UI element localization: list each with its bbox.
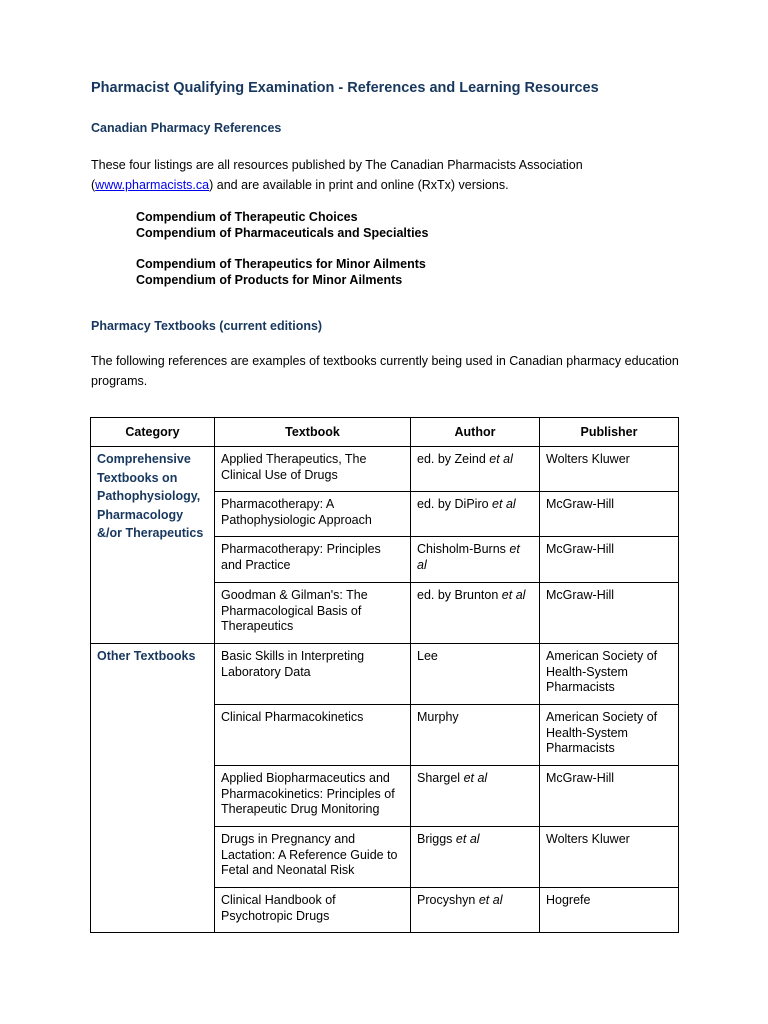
publisher-cell: American Society of Health-System Pharmacists [540, 705, 679, 766]
publisher-cell: McGraw-Hill [540, 583, 679, 644]
textbook-cell: Drugs in Pregnancy and Lactation: A Reference Guide to Fetal and Neonatal Risk [215, 827, 411, 888]
textbook-cell: Goodman & Gilman's: The Pharmacological Basis of Therapeutics [215, 583, 411, 644]
header-category: Category [91, 418, 215, 447]
publisher-cell: McGraw-Hill [540, 766, 679, 827]
pharmacists-link[interactable]: www.pharmacists.ca [95, 178, 210, 192]
reference-item: Compendium of Therapeutic Choices [136, 210, 358, 224]
publisher-cell: Wolters Kluwer [540, 827, 679, 888]
intro-paragraph [91, 155, 691, 195]
intro-text-after: ) and are available in print and online (RxTx) versions. [209, 178, 509, 192]
author-cell: ed. by DiPiro et al [411, 492, 540, 537]
textbook-cell: Pharmacotherapy: A Pathophysiologic Approach [215, 492, 411, 537]
textbook-cell: Basic Skills in Interpreting Laboratory Data [215, 644, 411, 705]
textbook-cell: Applied Biopharmaceutics and Pharmacokinetics: Principles of Therapeutic Drug Monitoring [215, 766, 411, 827]
textbook-cell: Clinical Pharmacokinetics [215, 705, 411, 766]
author-cell: Shargel et al [411, 766, 540, 827]
reference-item: Compendium of Products for Minor Ailments [136, 273, 403, 287]
textbook-cell: Applied Therapeutics, The Clinical Use of Drugs [215, 447, 411, 492]
publisher-cell: McGraw-Hill [540, 537, 679, 583]
textbooks-table [90, 417, 679, 933]
reference-item: Compendium of Therapeutics for Minor Ailments [136, 257, 426, 271]
publisher-cell: McGraw-Hill [540, 492, 679, 537]
author-cell: Chisholm-Burns et al [411, 537, 540, 583]
textbook-cell: Pharmacotherapy: Principles and Practice [215, 537, 411, 583]
textbook-cell: Clinical Handbook of Psychotropic Drugs [215, 888, 411, 933]
category-cell: Comprehensive Textbooks on Pathophysiology, Pharmacology &/or Therapeutics [91, 447, 215, 644]
author-cell: Murphy [411, 705, 540, 766]
page-title: Pharmacist Qualifying Examination - References and Learning Resources [91, 80, 599, 96]
author-cell: ed. by Brunton et al [411, 583, 540, 644]
intro-text-before: These four listings are all resources published by The Canadian Pharmacists Association ( [91, 158, 583, 192]
header-author: Author [411, 418, 540, 447]
publisher-cell: Wolters Kluwer [540, 447, 679, 492]
section-heading-textbooks: Pharmacy Textbooks (current editions) [91, 319, 323, 333]
section-heading-canadian-references: Canadian Pharmacy References [91, 121, 282, 135]
author-cell: Lee [411, 644, 540, 705]
reference-item: Compendium of Pharmaceuticals and Specialties [136, 226, 429, 240]
textbooks-intro-paragraph: The following references are examples of textbooks currently being used in Canadian pharmacy education programs. [91, 354, 679, 388]
header-textbook: Textbook [215, 418, 411, 447]
header-publisher: Publisher [540, 418, 679, 447]
author-cell: ed. by Zeind et al [411, 447, 540, 492]
table-header-row [91, 418, 679, 447]
category-cell: Other Textbooks [91, 644, 215, 933]
table-row [91, 644, 679, 705]
author-cell: Briggs et al [411, 827, 540, 888]
publisher-cell: American Society of Health-System Pharmacists [540, 644, 679, 705]
publisher-cell: Hogrefe [540, 888, 679, 933]
table-row [91, 447, 679, 492]
author-cell: Procyshyn et al [411, 888, 540, 933]
